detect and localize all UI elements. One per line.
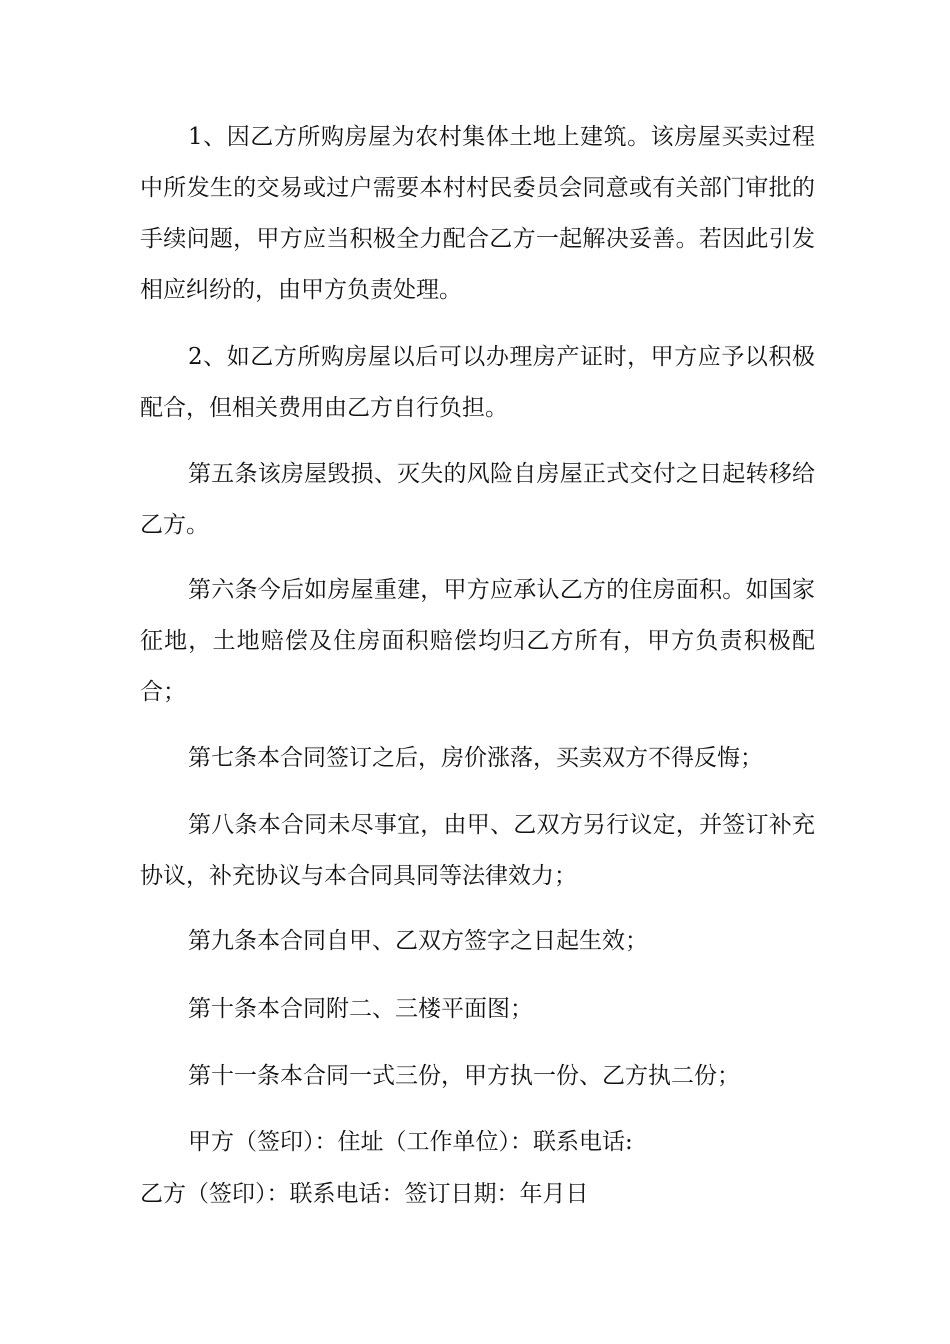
paragraph-article-5: 第五条该房屋毁损、灭失的风险自房屋正式交付之日起转移给乙方。 (140, 461, 815, 538)
paragraph-article-7: 第七条本合同签订之后，房价涨落，买卖双方不得反悔； (188, 745, 763, 771)
paragraph-article-8: 第八条本合同未尽事宜，由甲、乙双方另行议定，并签订补充协议，补充协议与本合同具同等法律效力； (140, 812, 815, 889)
paragraph-article-10: 第十条本合同附二、三楼平面图； (188, 996, 533, 1022)
paragraph-article-11: 第十一条本合同一式三份，甲方执一份、乙方执二份； (188, 1063, 740, 1089)
paragraph-clause-4-2: 2、如乙方所购房屋以后可以办理房产证时，甲方应予以积极配合，但相关费用由乙方自行负担。 (140, 344, 815, 421)
paragraph-article-6: 第六条今后如房屋重建，甲方应承认乙方的住房面积。如国家征地，土地赔偿及住房面积赔偿均归乙方所有，甲方负责积极配合； (140, 577, 815, 705)
paragraph-clause-4-1: 1、因乙方所购房屋为农村集体土地上建筑。该房屋买卖过程中所发生的交易或过户需要本村村民委员会同意或有关部门审批的手续问题，甲方应当积极全力配合乙方一起解决妥善。若因此引发相应纠纷的，由甲方负责处理。 (140, 124, 815, 303)
party-a-signature-line: 甲方（签印）：住址（工作单位）：联系电话: (188, 1129, 633, 1155)
paragraph-article-9: 第九条本合同自甲、乙双方签字之日起生效； (188, 928, 648, 954)
party-b-signature-line: 乙方（签印）：联系电话：签订日期：年月日 (140, 1181, 589, 1207)
